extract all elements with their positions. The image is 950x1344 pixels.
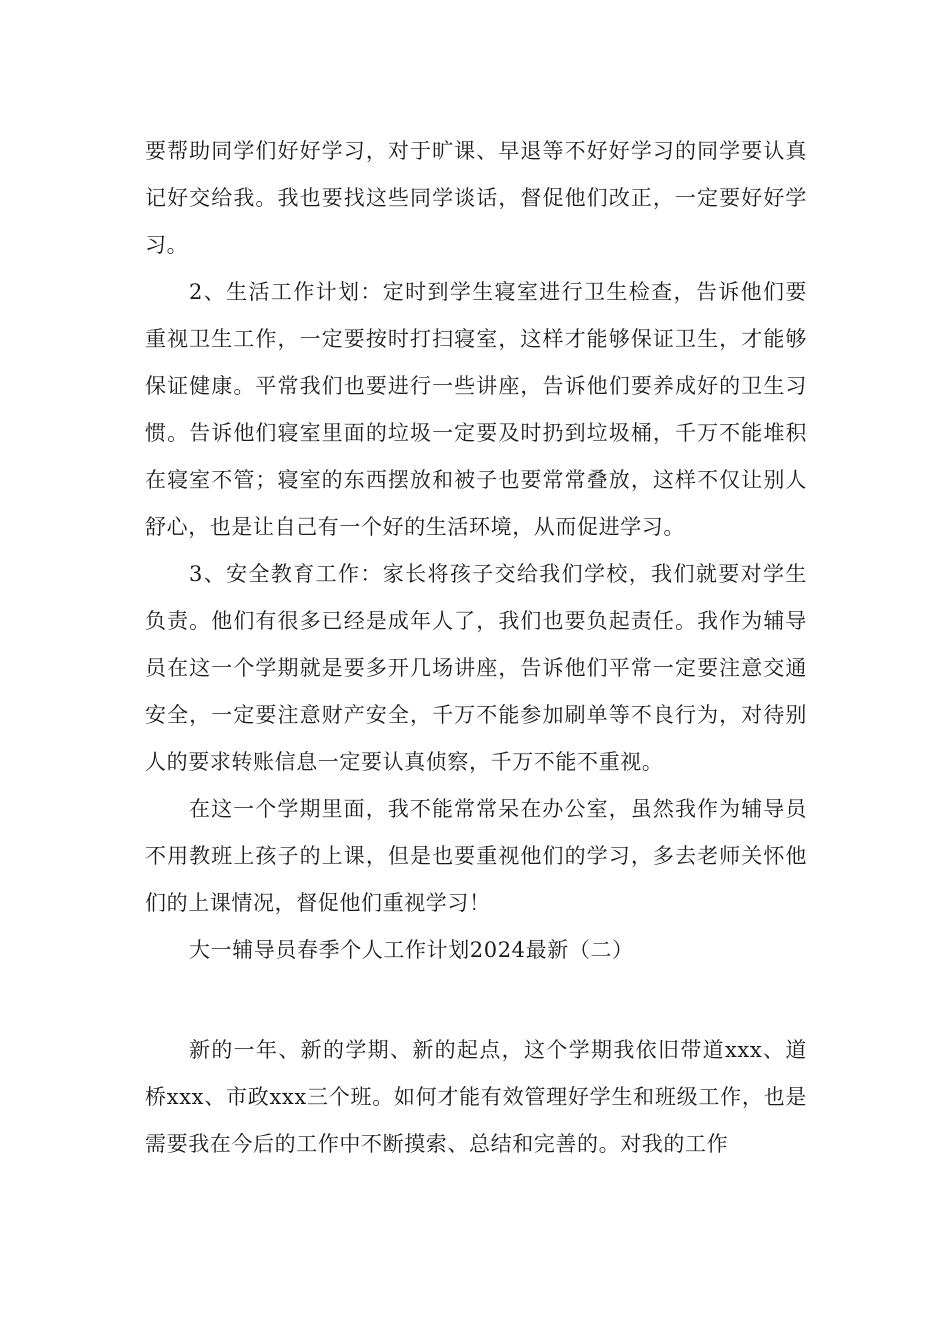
paragraph-1: 要帮助同学们好好学习，对于旷课、早退等不好好学习的同学要认真记好交给我。我也要找这些同学谈话，督促他们改正，一定要好好学习。	[145, 139, 807, 257]
section-spacer	[145, 974, 807, 1027]
paragraph-4: 在这一个学期里面，我不能常常呆在办公室，虽然我作为辅导员不用教班上孩子的上课，但是也要重视他们的学习，多去老师关怀他们的上课情况，督促他们重视学习！	[145, 797, 807, 915]
paragraph-2: 2、生活工作计划：定时到学生寝室进行卫生检查，告诉他们要重视卫生工作，一定要按时打扫寝室，这样才能够保证卫生，才能够保证健康。平常我们也要进行一些讲座，告诉他们要养成好的卫生习惯。告诉他们寝室里面的垃圾一定要及时扔到垃圾桶，千万不能堆积在寝室不管；寝室的东西摆放和被子也要常常叠放，这样不仅让别人舒心，也是让自己有一个好的生活环境，从而促进学习。	[145, 280, 807, 539]
document-body	[145, 128, 807, 1168]
paragraph-5: 新的一年、新的学期、新的起点，这个学期我依旧带道xxx、道桥xxx、市政xxx三个班。如何才能有效管理好学生和班级工作，也是需要我在今后的工作中不断摸索、总结和完善的。对我的工作	[145, 1038, 807, 1156]
section-heading: 大一辅导员春季个人工作计划2024最新（二）	[189, 938, 634, 962]
paragraph-3: 3、安全教育工作：家长将孩子交给我们学校，我们就要对学生负责。他们有很多已经是成年人了，我们也要负起责任。我作为辅导员在这一个学期就是要多开几场讲座，告诉他们平常一定要注意交通安全，一定要注意财产安全，千万不能参加刷单等不良行为，对待别人的要求转账信息一定要认真侦察，千万不能不重视。	[145, 562, 807, 774]
